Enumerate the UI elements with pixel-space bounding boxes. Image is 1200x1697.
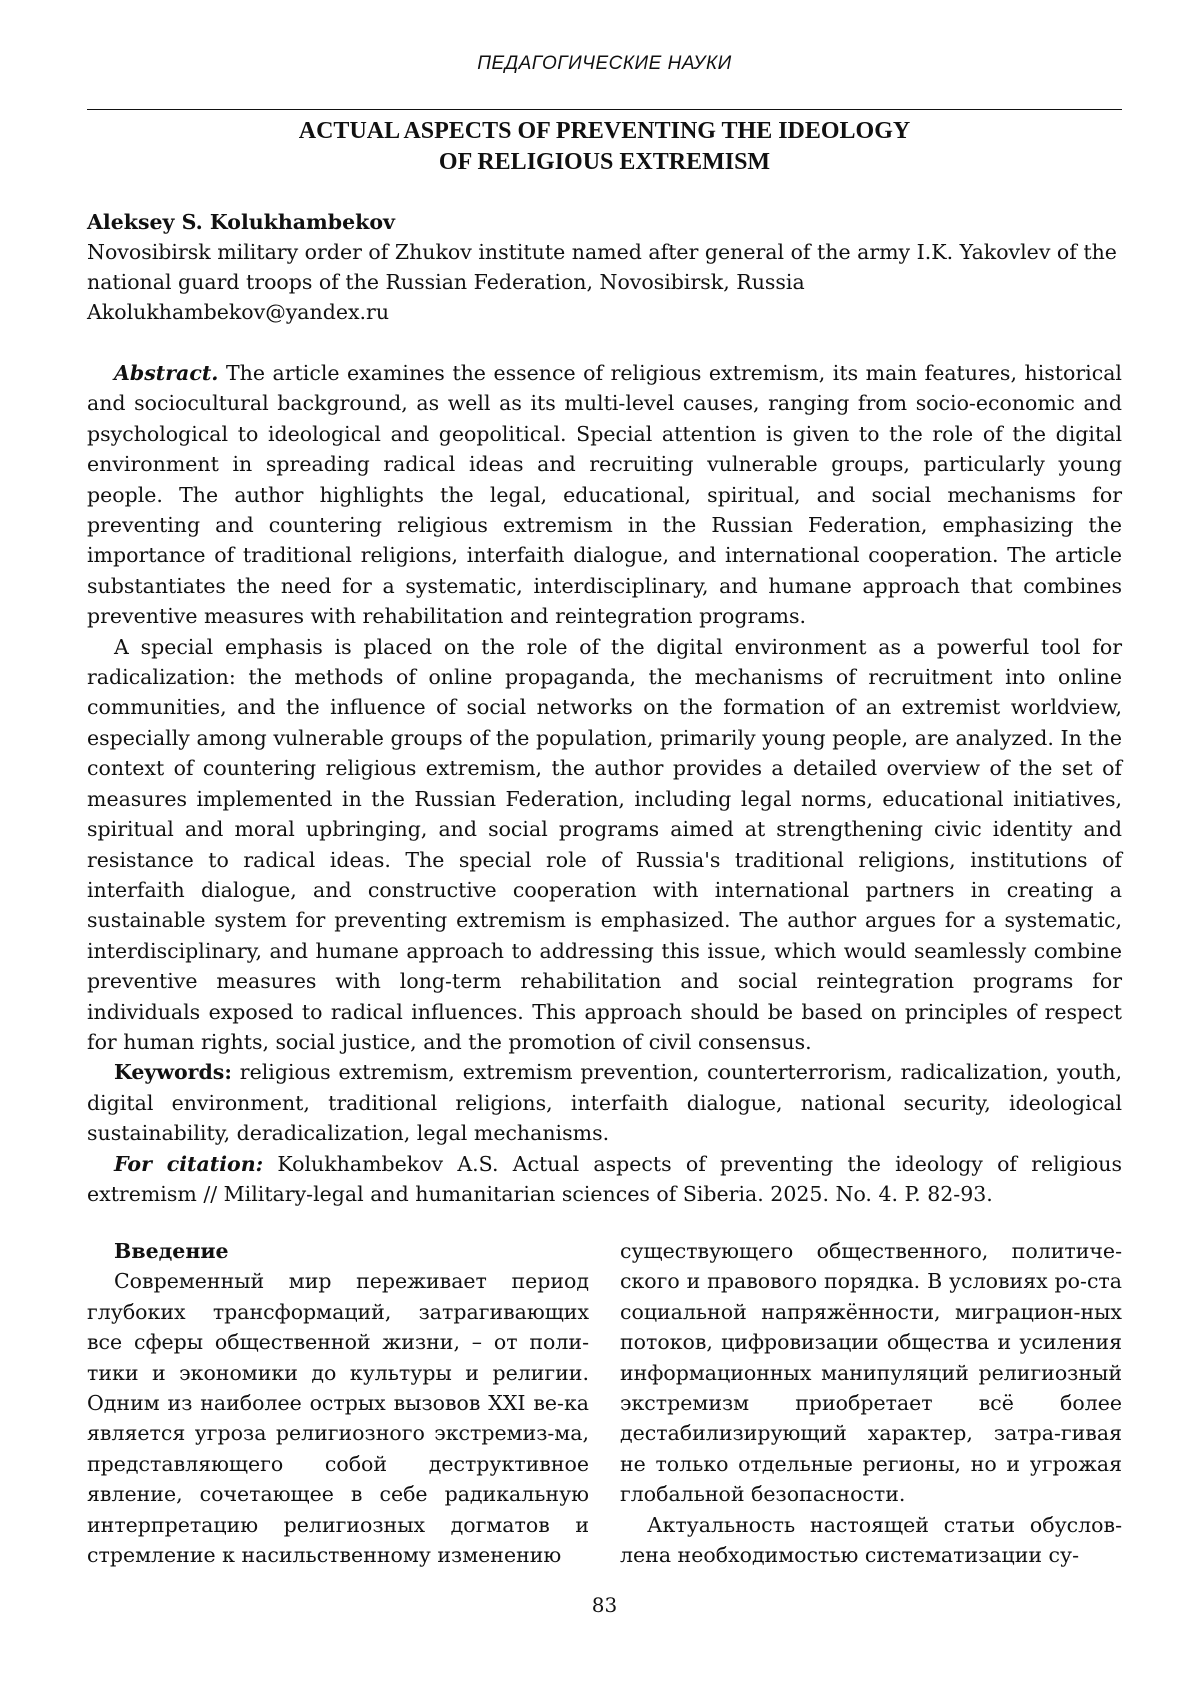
header-rule [87, 109, 1122, 110]
abstract-block [87, 358, 1122, 1209]
right-column-paragraph-1: существующего общественного, политиче-ского и правового порядка. В условиях ро-ста социальной напряжённости, миграцион-ных потоков, цифровизации общества и усиления информационных манипуляций религиозный экстремизм приобретает всё более дестабилизирующий характер, затра-гивая не только отдельные регионы, но и угрожая глобальной безопасности. [620, 1239, 1122, 1507]
citation-text: Kolukhambekov A.S. Actual aspects of preventing the ideology of religious extremism // Military-legal and humanitarian sciences of Siberia. 2025. No. 4. P. 82-93. [87, 1151, 1122, 1206]
left-column-paragraph: Современный мир переживает период глубоких трансформаций, затрагивающих все сферы общественной жизни, – от поли-тики и экономики до культуры и религии. Одним из наиболее острых вызовов XXI ве-ка является угроза религиозного экстремиз-ма, представляющего собой деструктивное явление, сочетающее в себе радикальную интерпретацию религиозных догматов и стремление к насильственному изменению [87, 1269, 589, 1568]
keywords-label: Keywords: [114, 1060, 232, 1085]
citation-paragraph [87, 1149, 1122, 1210]
abstract-label: Abstract. [114, 361, 219, 385]
body-columns [87, 1236, 1122, 1570]
article-title [87, 116, 1122, 178]
abstract-paragraph-1 [87, 358, 1122, 632]
section-heading: Введение [114, 1239, 229, 1263]
abstract-paragraph-2: A special emphasis is placed on the role of the digital environment as a powerful tool for radicalization: the methods of online propaganda, the mechanisms of recruitment into online communities, and the influence of social networks on the formation of an extremist worldview, especially among vulnerable groups of the population, primarily young people, are analyzed. In the context of countering religious extremism, the author provides a detailed overview of the set of measures implemented in the Russian Federation, including legal norms, educational initiatives, spiritual and moral upbringing, and social programs aimed at strengthening civic identity and resistance to radical ideas. The special role of Russia's traditional religions, institutions of interfaith dialogue, and constructive cooperation with international partners in creating a sustainable system for preventing extremism is emphasized. The author argues for a systematic, interdisciplinary, and humane approach to addressing this issue, which would seamlessly combine preventive measures with long-term rehabilitation and social reintegration programs for individuals exposed to radical influences. This approach should be based on principles of respect for human rights, social justice, and the promotion of civil consensus. [87, 634, 1122, 1054]
title-line-2: OF RELIGIOUS EXTREMISM [438, 149, 771, 175]
keywords-paragraph [87, 1057, 1122, 1148]
right-column [620, 1236, 1122, 1570]
left-column [87, 1236, 589, 1570]
title-line-1: ACTUAL ASPECTS OF PREVENTING THE IDEOLOGY [298, 118, 911, 144]
right-column-paragraph-2: Актуальность настоящей статьи обуслов-лена необходимостью систематизации су- [620, 1512, 1122, 1568]
page-number: 83 [591, 1593, 618, 1617]
author-affiliation: Novosibirsk military order of Zhukov institute named after general of the army I.K. Yakovlev of the national guard troops of the Russian Federation, Novosibirsk, Russia [87, 240, 1117, 294]
abstract-text-1: The article examines the essence of religious extremism, its main features, historical and sociocultural background, as well as its multi-level causes, ranging from socio-economic and psychological to ideological and geopolitical. Special attention is given to the role of the digital environment in spreading radical ideas and recruiting vulnerable groups, particularly young people. The author highlights the legal, educational, spiritual, and social mechanisms for preventing and countering religious extremism in the Russian Federation, emphasizing the importance of traditional religions, interfaith dialogue, and international cooperation. The article substantiates the need for a systematic, interdisciplinary, and humane approach that combines preventive measures with rehabilitation and reintegration programs. [87, 361, 1122, 629]
citation-label: For citation: [114, 1151, 264, 1176]
author-email: Akolukhambekov@yandex.ru [87, 300, 390, 324]
running-header: ПЕДАГОГИЧЕСКИЕ НАУКИ [477, 53, 732, 74]
author-block [87, 207, 1122, 327]
keywords-text: religious extremism, extremism prevention, counterterrorism, radicalization, youth, digital environment, traditional religions, interfaith dialogue, national security, ideological sustainability, deradicalization, legal mechanisms. [87, 1060, 1122, 1146]
author-name: Aleksey S. Kolukhambekov [87, 210, 395, 234]
